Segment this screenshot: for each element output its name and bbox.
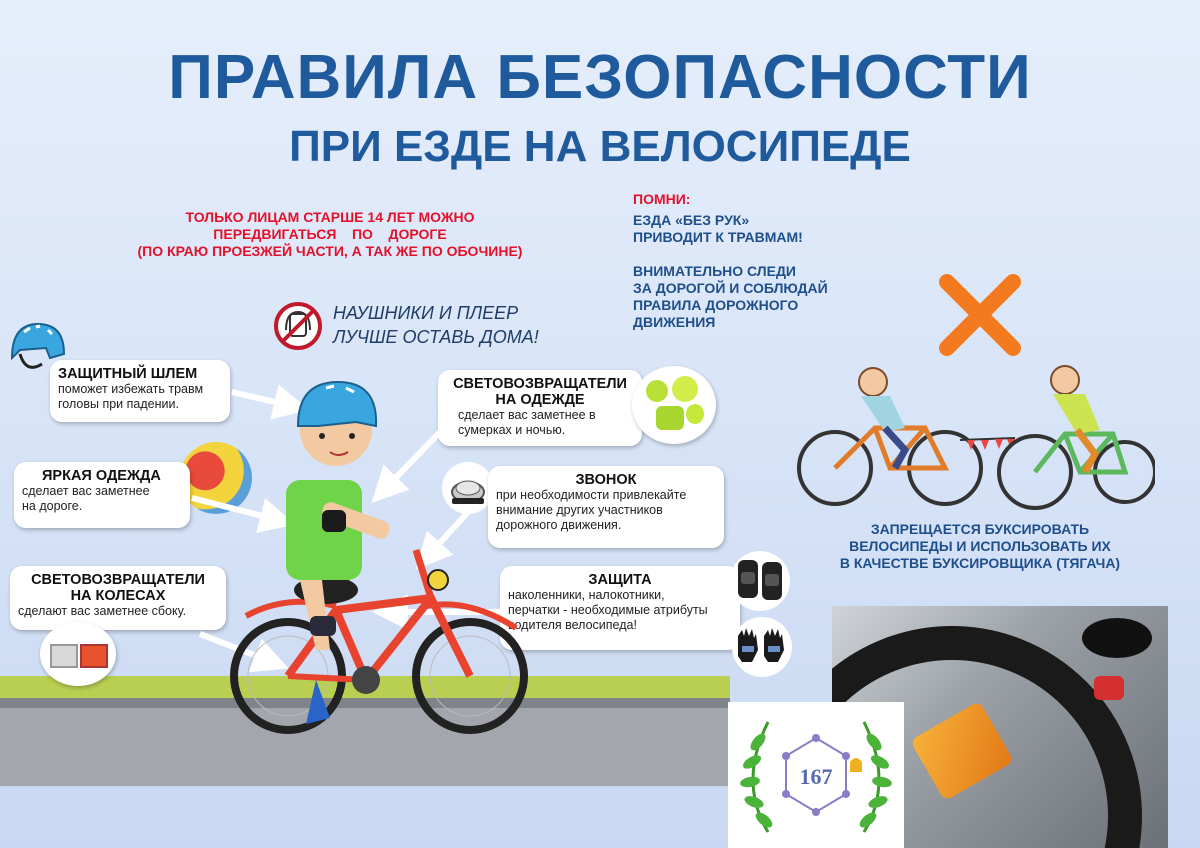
- card-bright-clothes-line2: на дороге.: [22, 499, 83, 513]
- child-cyclist-illustration: [226, 380, 536, 740]
- attention-line2: ЗА ДОРОГОЙ И СОБЛЮДАЙ: [633, 280, 828, 296]
- card-wheel-reflectors-line1: сделают вас заметнее сбоку.: [18, 604, 187, 618]
- towing-line2: ВЕЛОСИПЕДЫ И ИСПОЛЬЗОВАТЬ ИХ: [849, 538, 1111, 554]
- attention-line3: ПРАВИЛА ДОРОЖНОГО: [633, 297, 799, 313]
- card-wheel-reflectors-title2: НА КОЛЕСАХ: [70, 588, 166, 604]
- towing-line1: ЗАПРЕЩАЕТСЯ БУКСИРОВАТЬ: [870, 521, 1090, 537]
- remember-line2: ПРИВОДИТ К ТРАВМАМ!: [633, 229, 803, 245]
- attention-line4: ДВИЖЕНИЯ: [633, 314, 716, 330]
- logo-number: 167: [799, 764, 833, 789]
- age-rule-line2: ПЕРЕДВИГАТЬСЯ ПО ДОРОГЕ: [213, 226, 447, 242]
- bell-small-icon: [850, 758, 862, 772]
- card-bright-clothes-line1: сделает вас заметнее: [22, 484, 150, 498]
- remember-line1: ЕЗДА «БЕЗ РУК»: [633, 212, 750, 228]
- title-main: ПРАВИЛА БЕЗОПАСНОСТИ: [168, 43, 1032, 112]
- card-clothes-reflectors-line2: сумерках и ночью.: [458, 423, 566, 437]
- title-sub: ПРИ ЕЗДЕ НА ВЕЛОСИПЕДЕ: [289, 122, 911, 171]
- card-helmet-title: ЗАЩИТНЫЙ ШЛЕМ: [58, 366, 198, 382]
- attention-line1: ВНИМАТЕЛЬНО СЛЕДИ: [633, 263, 796, 279]
- card-protection-line3: водителя велосипеда!: [508, 618, 637, 632]
- age-rule-line1: ТОЛЬКО ЛИЦАМ СТАРШЕ 14 ЛЕТ МОЖНО: [185, 209, 475, 225]
- card-bell-line2: внимание других участников: [496, 503, 663, 517]
- card-protection-title: ЗАЩИТА: [588, 572, 652, 588]
- card-clothes-reflectors-line1: сделает вас заметнее в: [458, 408, 596, 422]
- towing-line3: В КАЧЕСТВЕ БУКСИРОВЩИКА (ТЯГАЧА): [839, 555, 1121, 571]
- age-rule-line3: (ПО КРАЮ ПРОЕЗЖЕЙ ЧАСТИ, А ТАК ЖЕ ПО ОБОЧИНЕ): [137, 243, 523, 259]
- card-wheel-reflectors-title1: СВЕТОВОЗВРАЩАТЕЛИ: [31, 572, 205, 588]
- school-logo: [728, 702, 904, 848]
- card-bell-line1: при необходимости привлекайте: [496, 488, 687, 502]
- headphones-line2: ЛУЧШЕ ОСТАВЬ ДОМА!: [333, 327, 539, 347]
- card-clothes-reflectors-title1: СВЕТОВОЗВРАЩАТЕЛИ: [453, 376, 627, 392]
- remember-heading: ПОМНИ:: [633, 191, 691, 207]
- card-protection-line1: наколенники, налокотники,: [508, 588, 665, 602]
- card-bright-clothes-title: ЯРКАЯ ОДЕЖДА: [42, 468, 161, 484]
- card-helmet-line2: головы при падении.: [58, 397, 179, 411]
- card-helmet-line1: поможет избежать травм: [58, 382, 204, 396]
- card-protection-line2: перчатки - необходимые атрибуты: [508, 603, 708, 617]
- card-clothes-reflectors-title2: НА ОДЕЖДЕ: [495, 392, 585, 408]
- card-bell-title: ЗВОНОК: [575, 472, 637, 488]
- laurel-wreath-icon: [728, 702, 904, 848]
- card-bell-line3: дорожного движения.: [496, 518, 622, 532]
- headphones-line1: НАУШНИКИ И ПЛЕЕР: [333, 303, 519, 323]
